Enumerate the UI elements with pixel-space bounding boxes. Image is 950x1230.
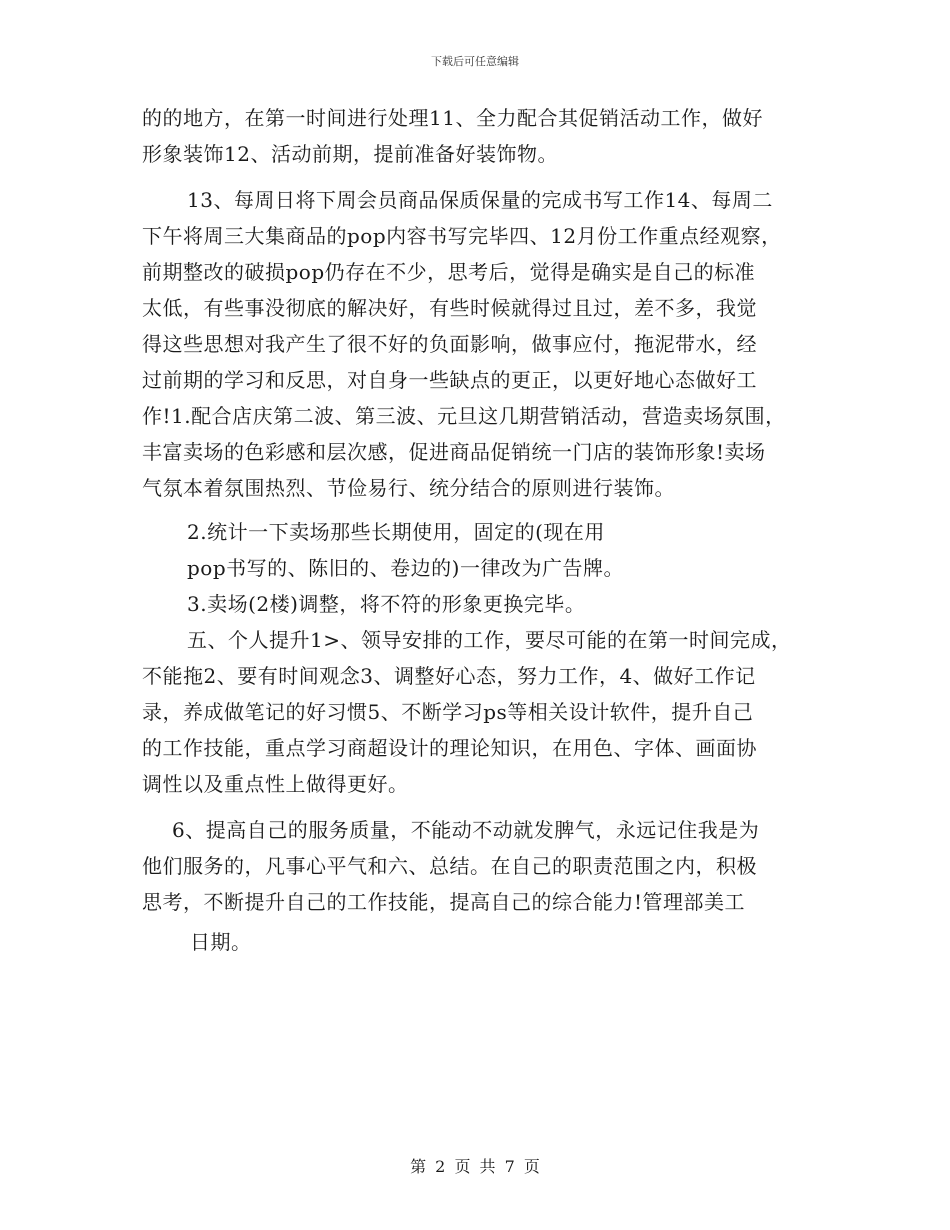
text-line: 13、每周日将下周会员商品保质保量的完成书写工作14、每周二	[187, 188, 773, 212]
text-line: 丰富卖场的色彩感和层次感，促进商品促销统一门店的装饰形象!卖场	[142, 440, 766, 464]
text-line: 五、个人提升1>、领导安排的工作，要尽可能的在第一时间完成，	[187, 628, 792, 652]
text-line: 日期。	[190, 930, 252, 954]
text-line: 录，养成做笔记的好习惯5、不断学习ps等相关设计软件，提升自己	[142, 700, 754, 724]
text-line: 6、提高自己的服务质量，不能动不动就发脾气，永远记住我是为	[172, 818, 760, 842]
text-line: 思考，不断提升自己的工作技能，提高自己的综合能力!管理部美工	[142, 890, 746, 914]
text-line: 的工作技能，重点学习商超设计的理论知识，在用色、字体、画面协	[142, 736, 757, 760]
text-line: 过前期的学习和反思，对自身一些缺点的更正，以更好地心态做好工	[142, 368, 757, 392]
page-number-footer: 第 2 页 共 7 页	[410, 1157, 540, 1176]
text-line: 2.统计一下卖场那些长期使用，固定的(现在用	[187, 520, 605, 544]
text-line: 太低，有些事没彻底的解决好，有些时候就得过且过，差不多，我觉	[142, 296, 757, 320]
text-line: 他们服务的，凡事心平气和六、总结。在自己的职责范围之内，积极	[142, 854, 757, 878]
text-line: 作!1.配合店庆第二波、第三波、元旦这几期营销活动，营造卖场氛围，	[142, 404, 786, 428]
text-line: 气氛本着氛围热烈、节俭易行、统分结合的原则进行装饰。	[142, 476, 675, 500]
text-line: 3.卖场(2楼)调整，将不符的形象更换完毕。	[187, 592, 586, 616]
text-line: 的的地方，在第一时间进行处理11、全力配合其促销活动工作，做好	[142, 106, 763, 130]
text-line: 前期整改的破损pop仍存在不少，思考后，觉得是确实是自己的标准	[142, 260, 756, 284]
text-line: 下午将周三大集商品的pop内容书写完毕四、12月份工作重点经观察，	[142, 224, 782, 248]
text-line: pop书写的、陈旧的、卷边的)一律改为广告牌。	[187, 556, 624, 580]
page-header: 下载后可任意编辑	[431, 55, 519, 68]
text-line: 得这些思想对我产生了很不好的负面影响，做事应付，拖泥带水，经	[142, 332, 757, 356]
text-line: 调性以及重点性上做得更好。	[142, 772, 409, 796]
text-line: 不能拖2、要有时间观念3、调整好心态，努力工作，4、做好工作记	[142, 664, 756, 688]
text-line: 形象装饰12、活动前期，提前准备好装饰物。	[142, 142, 558, 166]
